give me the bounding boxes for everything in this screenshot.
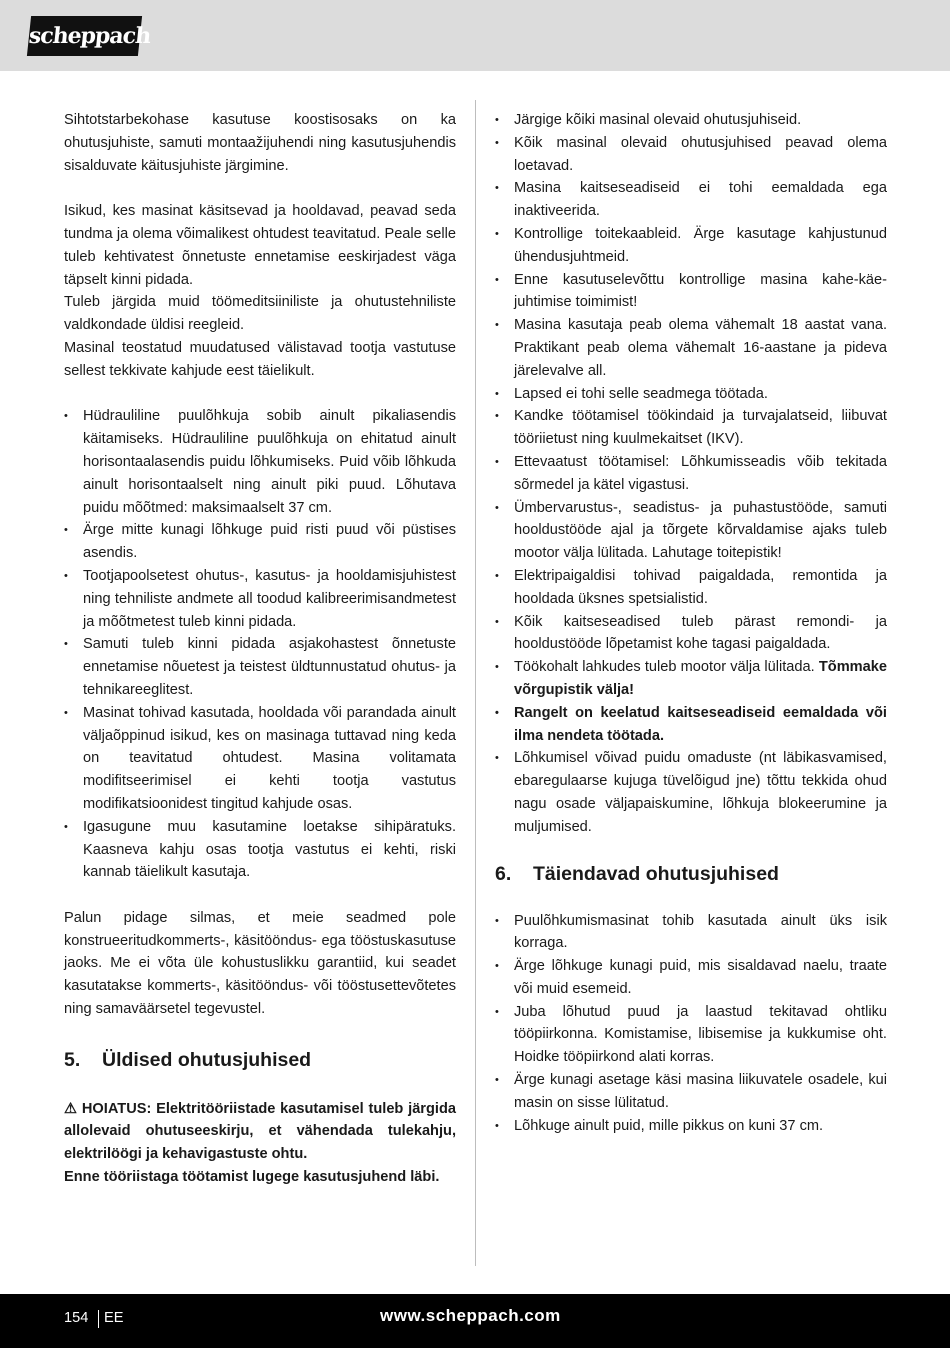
- warning-read-manual: Enne tööriistaga töötamist lugege kasutusjuhend läbi.: [64, 1169, 440, 1186]
- right-column: [495, 109, 887, 1137]
- commercial-use-paragraph: Palun pidage silmas, et meie seadmed pole konstrueeritudkommerts-, käsitööndus- ega tööstuskasutuse jaoks. Me ei võta üle kohustuslikku garantiid, kui seadet kasutatakse kommerts-, käsitööndus- või tööstusettevõtetes ning samaväärsetel tegevustel.: [64, 909, 456, 1018]
- website-url: www.scheppach.com: [380, 1306, 561, 1325]
- list-item: • Lõhkumisel võivad puidu omaduste (nt läbikasvamised, ebaregulaarse kujuga tüvelõigud jne) tõttu tekkida ohud nagu osade väljapaiskumine, lõhkuja blokeerumine ja muljumised.: [495, 747, 887, 838]
- list-item: • Kontrollige toitekaableid. Ärge kasutage kahjustunud ühendusjuhtmeid.: [495, 223, 887, 269]
- section-6-heading: [495, 859, 887, 889]
- list-item: • Masinat tohivad kasutada, hooldada või parandada ainult väljaõppinud isikud, kes on masinaga tuttavad ning keda on teavitatud ohtudest. Masina volitamata modifitseerimisel ei kehti tootja vastutus modifikatsioonidest tingitud kahjude osas.: [64, 702, 456, 816]
- list-item: • Kõik masinal olevaid ohutusjuhised peavad olema loetavad.: [495, 132, 887, 178]
- page-header: [0, 0, 950, 71]
- section-5-heading: [64, 1045, 456, 1075]
- warning-text: HOIATUS: Elektritööriistade kasutamisel tuleb järgida allolevaid ohutuseeskirju, et vähendada tulekahju, elektrilöögi ja kehavigastuste ohtu.: [64, 1100, 456, 1163]
- section-title: Üldised ohutusjuhised: [102, 1048, 312, 1071]
- usage-bullet-list: [64, 405, 456, 884]
- list-item: • Kandke töötamisel töökindaid ja turvajalatseid, liibuvat tööriietust ning kuulmekaitset (IKV).: [495, 405, 887, 451]
- section-number: 6.: [495, 862, 512, 885]
- section-number: 5.: [64, 1048, 81, 1071]
- list-item: • Samuti tuleb kinni pidada asjakohastest õnnetuste ennetamise nõuetest ja teistest üldtunnustatud ohutus- ja tehnikareeglitest.: [64, 633, 456, 701]
- list-item: • Ärge lõhkuge kunagi puid, mis sisaldavad naelu, traate või muid esemeid.: [495, 955, 887, 1001]
- additional-safety-list: [495, 910, 887, 1138]
- page-number: 154: [64, 1310, 89, 1326]
- list-item: • Kõik kaitseseadised tuleb pärast remondi- ja hooldustööde lõpetamist kohe tagasi paigaldada.: [495, 611, 887, 657]
- list-item: [495, 656, 887, 702]
- intro-paragraph: Isikud, kes masinat käsitsevad ja hooldavad, peavad seda tundma ja olema võimalikest ohtudest teavitatud. Peale selle tuleb kehtivatest õnnetuste ennetamise eeskirjadest väga täpselt kinni pidada.: [64, 203, 456, 288]
- list-item: • Ärge kunagi asetage käsi masina liikuvatele osadele, kui masin on sisse lülitatud.: [495, 1069, 887, 1115]
- intro-paragraph: Masinal teostatud muudatused välistavad tootja vastutuse sellest tekkivate kahjude eest täielikult.: [64, 339, 456, 379]
- list-item: • Ümbervarustus-, seadistus- ja puhastustööde, samuti hooldustööde ajal ja tõrgete kõrvaldamise ajaks tuleb mootor välja lülitada. Lahutage toitepistik!: [495, 497, 887, 565]
- list-item: • Ärge mitte kunagi lõhkuge puid risti puud või püstises asendis.: [64, 519, 456, 565]
- list-item: • Järgige kõiki masinal olevaid ohutusjuhiseid.: [495, 109, 887, 132]
- list-item: • Igasugune muu kasutamine loetakse sihipäratuks. Kaasneva kahju osas tootja vastutus ei kehti, riski kannab täielikult kasutaja.: [64, 816, 456, 884]
- list-item: • Masina kasutaja peab olema vähemalt 18 aastat vana. Praktikant peab olema vähemalt 16-aastane ja pideva järelevalve all.: [495, 314, 887, 382]
- list-item: • Elektripaigaldisi tohivad paigaldada, remontida ja hooldada üksnes spetsialistid.: [495, 565, 887, 611]
- list-item: • Ettevaatust töötamisel: Lõhkumisseadis võib tekitada sõrmedel ja kätel vigastusi.: [495, 451, 887, 497]
- list-item: • Enne kasutuselevõttu kontrollige masina kahe-käe-juhtimise toimimist!: [495, 269, 887, 315]
- intro-paragraph: Sihtotstarbekohase kasutuse koostisosaks on ka ohutusjuhiste, samuti montaažijuhendi ning kasutusjuhendis sisalduvate käitusjuhiste järgimine.: [64, 112, 456, 174]
- section-title: Täiendavad ohutusjuhised: [533, 862, 779, 885]
- column-divider: [475, 100, 476, 1266]
- list-item: • Lapsed ei tohi selle seadmega töötada.: [495, 383, 887, 406]
- safety-bullet-list: [495, 109, 887, 839]
- warning-paragraph: [64, 1098, 456, 1166]
- list-item: • Lõhkuge ainult puid, mille pikkus on kuni 37 cm.: [495, 1115, 887, 1138]
- left-column: [64, 109, 456, 1189]
- list-item: • Juba lõhutud puud ja laastud tekitavad ohtliku tööpiirkonna. Komistamise, libisemise ja kukkumise oht. Hoidke tööpiirkond alati korras.: [495, 1001, 887, 1069]
- list-item: • Masina kaitseseadiseid ei tohi eemaldada ega inaktiveerida.: [495, 177, 887, 223]
- intro-paragraph: Tuleb järgida muid töömeditsiiniliste ja ohutustehniliste valdkondade üldisi reegleid.: [64, 294, 456, 334]
- footer-separator: [98, 1310, 99, 1328]
- list-item: • Puulõhkumismasinat tohib kasutada ainult üks isik korraga.: [495, 910, 887, 956]
- list-item-bold-text: Tõmmake võrgupistik välja!: [514, 659, 887, 698]
- list-item: • Tootjapoolsetest ohutus-, kasutus- ja hooldamisjuhistest ning tehniliste andmete all toodud kalibreerimisandmetest ja mõõtmetest tuleb kinni pidada.: [64, 565, 456, 633]
- page-footer: [0, 1294, 950, 1348]
- language-code: EE: [104, 1310, 124, 1326]
- scheppach-logo: scheppach: [27, 16, 142, 56]
- list-item: • Hüdrauliline puulõhkuja sobib ainult pikaliasendis käitamiseks. Hüdrauliline puulõhkuja on ehitatud ainult horisontaalasendis puidu lõhkumiseks. Puid võib lõhkuda ainult horisontaalselt ning ainult piki puud. Lõhutava puidu mõõtmed: maksimaalselt 37 cm.: [64, 405, 456, 519]
- warning-icon: ⚠: [64, 1100, 78, 1117]
- list-item-text: Töökohalt lahkudes tuleb mootor välja lülitada.: [514, 659, 815, 676]
- list-item: • Rangelt on keelatud kaitseseadiseid eemaldada või ilma nendeta töötada.: [495, 702, 887, 748]
